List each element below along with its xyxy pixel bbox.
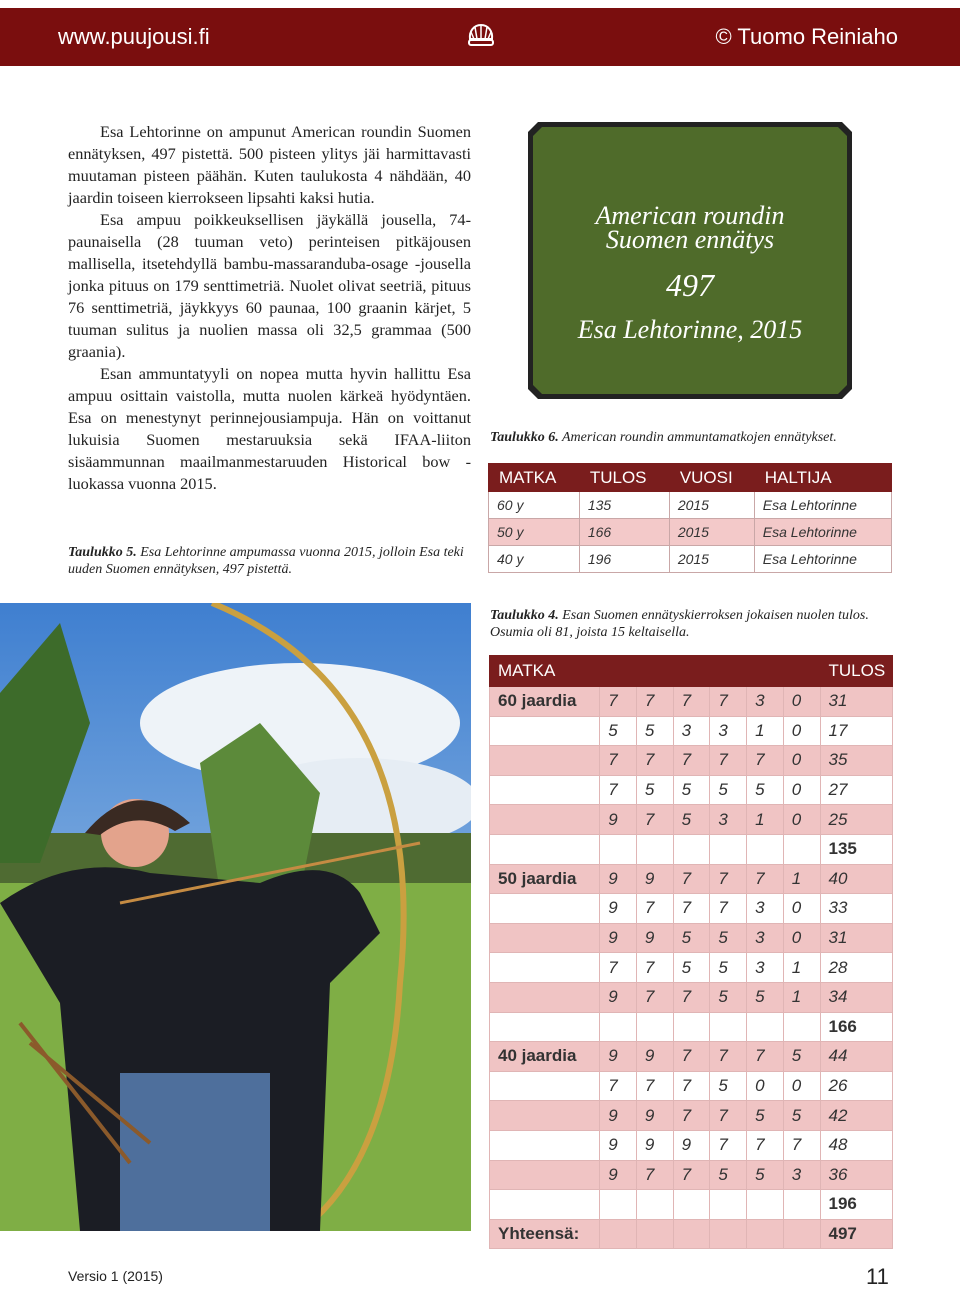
table-cell: 9 [600,1130,637,1160]
table-cell: 9 [636,923,673,953]
table-row [490,953,893,983]
table-cell [783,1190,820,1220]
table-cell: 7 [600,1071,637,1101]
table-cell: 0 [783,805,820,835]
table-cell: 0 [783,687,820,717]
column-header: HALTIJA [754,464,891,492]
table-cell: 7 [710,746,747,776]
table-cell: 60 y [489,492,580,519]
table-cell: 7 [673,1160,710,1190]
table-cell: 5 [747,982,784,1012]
table-cell [636,1219,673,1249]
table-row [489,492,892,519]
column-header: MATKA [489,464,580,492]
table-cell: 48 [820,1130,893,1160]
table-cell: 9 [600,982,637,1012]
table-cell: 5 [636,775,673,805]
records-table [488,463,892,573]
table-cell: 166 [820,1012,893,1042]
table-cell: 7 [710,1130,747,1160]
table-row [490,1160,893,1190]
table-cell: 5 [747,775,784,805]
table-cell: 9 [600,1101,637,1131]
table-cell: 5 [710,982,747,1012]
table-cell: 1 [783,864,820,894]
table-cell [490,775,600,805]
table-cell: 7 [747,864,784,894]
table-cell [490,1130,600,1160]
table-cell: 7 [636,805,673,835]
table-cell: 166 [579,519,669,546]
table-cell: 3 [783,1160,820,1190]
table-cell [490,894,600,924]
table-cell: 0 [783,716,820,746]
table-cell: 5 [783,1101,820,1131]
table-cell: 0 [747,1071,784,1101]
table-row [490,923,893,953]
plaque-title: American roundin [595,201,785,230]
table-cell: 5 [710,953,747,983]
table-cell: 33 [820,894,893,924]
table-cell: 7 [710,894,747,924]
table-cell: 196 [820,1190,893,1220]
table-cell: 7 [600,687,637,717]
table-cell: 5 [710,1071,747,1101]
table-cell: 135 [820,834,893,864]
plaque-subtitle: Suomen ennätys [605,225,775,254]
table-cell: 9 [636,864,673,894]
table-cell: 7 [636,687,673,717]
table-cell: 2015 [669,519,754,546]
table-cell: 50 y [489,519,580,546]
table-cell: 3 [673,716,710,746]
page-header [0,8,960,66]
table-cell: 7 [673,1071,710,1101]
table-cell: 7 [600,746,637,776]
table-cell [490,746,600,776]
table-cell [710,1012,747,1042]
table-row [490,746,893,776]
table-cell: 40 y [489,546,580,573]
table-header-row [490,656,893,687]
paragraph: Esan ammuntatyyli on nopea mutta hyvin hallittu Esa ampuu osittain vaistolla, mutta nuolen kärkeä hyödyntäen. Esa on menestynyt perinnejousiampuja. Hän on voittanut lukuisia Suomen mestaruuksia sekä IFAA-liiton sisäammunnan maailmanmestaruuden Historical bow -luokassa vuonna 2015. [68,364,471,493]
table-cell: Yhteensä: [490,1219,600,1249]
table-cell: 7 [673,746,710,776]
table-cell: 42 [820,1101,893,1131]
column-header: VUOSI [669,464,754,492]
shell-logo-icon [466,22,496,48]
table-row [490,687,893,717]
table-cell [600,834,637,864]
caption-text: Esa Lehtorinne ampumassa vuonna 2015, jolloin Esa teki uuden Suomen ennätyksen, 497 pistettä. [68,545,464,577]
table-cell: 7 [747,1130,784,1160]
table-cell [783,834,820,864]
table-cell: 0 [783,923,820,953]
version-label: Versio 1 (2015) [68,1268,163,1284]
table-cell: 0 [783,1071,820,1101]
table-cell [710,1190,747,1220]
table-cell [747,1190,784,1220]
table-cell: 60 jaardia [490,687,600,717]
table-cell: 7 [673,894,710,924]
table-cell: 9 [600,894,637,924]
table-row [490,1012,893,1042]
table-cell: 0 [783,775,820,805]
plaque-holder: Esa Lehtorinne, 2015 [577,315,803,344]
table-cell: 7 [636,1160,673,1190]
table-cell: 7 [673,982,710,1012]
table-cell: 5 [673,923,710,953]
table-cell: 2015 [669,546,754,573]
table-cell: 5 [600,716,637,746]
table-cell: 7 [636,953,673,983]
table-cell [490,982,600,1012]
table-row [490,1190,893,1220]
table-cell: 5 [636,716,673,746]
table-cell: 7 [783,1130,820,1160]
table-row [490,1219,893,1249]
caption-text: American roundin ammuntamatkojen ennätykset. [561,430,837,445]
column-header: TULOS [579,464,669,492]
table-cell: 26 [820,1071,893,1101]
table-cell [673,1012,710,1042]
table-cell: 1 [747,716,784,746]
table-cell: 9 [600,864,637,894]
table-cell: 7 [600,953,637,983]
plaque-content [528,122,852,399]
table-row [490,716,893,746]
table-cell: 1 [783,982,820,1012]
table-row [490,894,893,924]
table-cell: Esa Lehtorinne [754,519,891,546]
table-cell [600,1012,637,1042]
table-cell [490,805,600,835]
table-cell [490,1160,600,1190]
paragraph: Esa ampuu poikkeuksellisen jäykällä jousella, 74-paunaisella (28 tuuman veto) perinteisen pitkäjousen mallisella, itsetehdyllä bambu-massaranduba-osage -jousella jonka pituus on 179 senttimetriä. Nuolet olivat seetriä, pituus 76 senttimetriä, jäykkyys 60 paunaa, 100 graanin kärjet, 5 tuuman sulitus ja nuolien massa oli 32,5 grammaa (500 graania). [68,210,471,361]
table-cell: 28 [820,953,893,983]
table-row [490,1042,893,1072]
table-cell: 44 [820,1042,893,1072]
table-row [490,864,893,894]
table-cell: 7 [710,1101,747,1131]
copyright-text: © Tuomo Reiniaho [715,24,898,49]
table-cell [783,1219,820,1249]
article-body [68,121,471,495]
table-row [490,805,893,835]
table-cell: 135 [579,492,669,519]
table-cell: 3 [747,923,784,953]
caption-label: Taulukko 5. [68,545,137,560]
table-cell: 5 [747,1160,784,1190]
table-cell: 9 [636,1130,673,1160]
table-cell: 40 jaardia [490,1042,600,1072]
table-cell: 7 [747,1042,784,1072]
table-cell: 40 [820,864,893,894]
table-cell [747,1012,784,1042]
table-cell: 5 [710,775,747,805]
table-row [490,775,893,805]
caption-table4 [490,607,898,641]
table-cell: 9 [673,1130,710,1160]
table-cell: 3 [747,894,784,924]
table-cell: 36 [820,1160,893,1190]
caption-label: Taulukko 4. [490,608,559,623]
table-cell: 5 [673,953,710,983]
column-header: MATKA [490,656,821,687]
table-cell [490,1101,600,1131]
table-cell: 34 [820,982,893,1012]
table-cell: 9 [636,1101,673,1131]
table-header-row [489,464,892,492]
table-cell: 31 [820,923,893,953]
table-cell: 31 [820,687,893,717]
caption-label: Taulukko 6. [490,430,559,445]
table-cell [490,953,600,983]
table-cell: 25 [820,805,893,835]
archer-photo [0,603,471,1231]
table-cell [636,1190,673,1220]
table-cell: 7 [673,1101,710,1131]
table-cell [747,834,784,864]
table-cell [673,1219,710,1249]
column-header: TULOS [820,656,893,687]
table-cell: 7 [600,775,637,805]
table-cell: 5 [710,923,747,953]
paragraph: Esa Lehtorinne on ampunut American roundin Suomen ennätyksen, 497 pistettä. 500 pisteen ylitys jäi harmittavasti muutaman pisteen päähän. Kuten taulukosta 4 nähdään, 40 jaardin toiseen kierrokseen lipsahti kaksi hutia. [68,122,471,207]
table-cell [490,1012,600,1042]
table-cell: 5 [673,775,710,805]
table-cell [600,1190,637,1220]
table-cell [490,1190,600,1220]
table-cell [490,834,600,864]
table-cell [490,716,600,746]
table-cell [600,1219,637,1249]
table-cell: 3 [747,687,784,717]
table-cell [673,834,710,864]
table-cell: Esa Lehtorinne [754,546,891,573]
table-cell: 5 [747,1101,784,1131]
table-cell: 9 [600,923,637,953]
table-cell: 0 [783,894,820,924]
table-cell: 9 [600,1160,637,1190]
table-cell: 7 [673,864,710,894]
table-cell: 497 [820,1219,893,1249]
table-cell: 7 [710,864,747,894]
table-cell: 5 [783,1042,820,1072]
table-row [490,1130,893,1160]
table-row [490,1101,893,1131]
table-cell: 196 [579,546,669,573]
table-cell: 9 [636,1042,673,1072]
caption-table6 [490,429,900,446]
table-cell: Esa Lehtorinne [754,492,891,519]
table-cell [710,1219,747,1249]
plaque-score: 497 [666,267,714,303]
table-row [490,982,893,1012]
table-cell: 7 [710,687,747,717]
table-row [489,546,892,573]
table-cell [747,1219,784,1249]
table-cell: 0 [783,746,820,776]
table-cell: 2015 [669,492,754,519]
table-cell: 35 [820,746,893,776]
table-cell [636,1012,673,1042]
table-cell: 50 jaardia [490,864,600,894]
table-cell: 1 [783,953,820,983]
table-cell: 5 [673,805,710,835]
table-cell [490,1071,600,1101]
table-cell: 7 [636,894,673,924]
caption-text: Esan Suomen ennätyskierroksen jokaisen nuolen tulos. Osumia oli 81, joista 15 keltaisella. [490,608,869,640]
table-row [490,1071,893,1101]
table-cell: 7 [636,746,673,776]
table-cell: 7 [710,1042,747,1072]
caption-table5 [68,544,478,578]
score-table [489,655,893,1249]
table-cell: 3 [710,805,747,835]
table-cell: 7 [747,746,784,776]
table-cell: 7 [636,1071,673,1101]
table-cell [490,923,600,953]
page-number: 11 [866,1264,889,1289]
table-cell [710,834,747,864]
table-cell: 1 [747,805,784,835]
table-cell: 7 [673,1042,710,1072]
site-url[interactable]: www.puujousi.fi [58,24,210,49]
table-row [489,519,892,546]
table-cell: 5 [710,1160,747,1190]
table-cell [673,1190,710,1220]
table-cell: 7 [673,687,710,717]
table-cell: 9 [600,1042,637,1072]
table-cell: 27 [820,775,893,805]
table-row [490,834,893,864]
table-cell [636,834,673,864]
table-cell: 3 [747,953,784,983]
table-cell [783,1012,820,1042]
table-cell: 7 [636,982,673,1012]
table-cell: 17 [820,716,893,746]
table-cell: 9 [600,805,637,835]
table-cell: 3 [710,716,747,746]
